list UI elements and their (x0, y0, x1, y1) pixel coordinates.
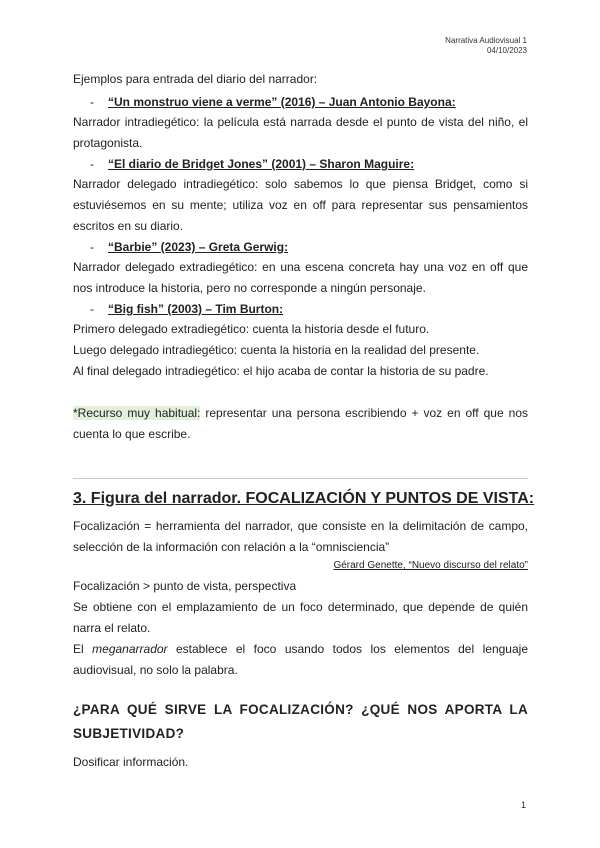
bullet-dash: - (90, 157, 94, 171)
example-4-line-1: Primero delegado extradiegético: cuenta la historia desde el futuro. (73, 322, 430, 336)
header-course: Narrativa Audiovisual 1 (445, 36, 527, 45)
note-highlight: *Recurso muy habitual: (73, 406, 201, 420)
p3-pre: El (73, 642, 93, 656)
example-1-title-item (90, 93, 456, 111)
closing-text: Dosificar información. (73, 755, 189, 769)
example-4-line-2: Luego delegado intradiegético: cuenta la historia en la realidad del presente. (73, 343, 480, 357)
citation: Gérard Genette, “Nuevo discurso del relato” (333, 560, 528, 571)
focalization-definition: Focalización = herramienta del narrador, que consiste en la delimitación de campo, selección de la información con relación a la “omnisciencia” (73, 519, 528, 554)
focalization-comparison: Focalización > punto de vista, perspectiva (73, 579, 297, 593)
example-3-title-item (90, 238, 288, 256)
section-divider (73, 478, 528, 479)
example-2-title-item (90, 155, 414, 173)
intro-text: Ejemplos para entrada del diario del narrador: (73, 72, 318, 86)
note-paragraph (73, 403, 528, 445)
example-3-title: “Barbie” (2023) – Greta Gerwig: (108, 240, 289, 254)
bullet-dash: - (90, 95, 94, 109)
meganarrador-paragraph (73, 639, 528, 681)
example-3-text: Narrador delegado extradiegético: en una escena concreta hay una voz en off que nos introduce la historia, pero no corresponde a ningún personaje. (73, 260, 528, 295)
page-number: 1 (520, 800, 526, 810)
meganarrador-term: meganarrador (92, 642, 168, 656)
example-1-text: Narrador intradiegético: la película está narrada desde el punto de vista del niño, el protagonista. (73, 115, 528, 150)
bullet-dash: - (90, 302, 94, 316)
example-2-text: Narrador delegado intradiegético: solo sabemos lo que piensa Bridget, como si estuviésemos en su mente; utiliza voz en off para representar sus pensamientos escritos en su diario. (73, 177, 528, 233)
example-4-title-item (90, 300, 283, 318)
focalization-explanation: Se obtiene con el emplazamiento de un foco determinado, que depende de quién narra el relato. (73, 600, 528, 635)
page-header (445, 36, 527, 56)
header-date: 04/10/2023 (486, 46, 527, 55)
bullet-dash: - (90, 240, 94, 254)
question-heading: ¿PARA QUÉ SIRVE LA FOCALIZACIÓN? ¿QUÉ NOS APORTA LA SUBJETIVIDAD? (73, 702, 528, 741)
example-4-line-3: Al final delegado intradiegético: el hijo acaba de contar la historia de su padre. (73, 364, 489, 378)
example-2-title: “El diario de Bridget Jones” (2001) – Sharon Maguire: (108, 157, 415, 171)
section-heading: 3. Figura del narrador. FOCALIZACIÓN Y PUNTOS DE VISTA: (73, 490, 535, 507)
p3-post: establece el foco usando todos los elementos del lenguaje audiovisual, no solo la palabra. (73, 642, 528, 677)
example-4-title: “Big fish” (2003) – Tim Burton: (108, 302, 284, 316)
note-text: representar una persona escribiendo + voz en off que nos cuenta lo que escribe. (73, 406, 528, 441)
example-1-title: “Un monstruo viene a verme” (2016) – Juan Antonio Bayona: (108, 95, 456, 109)
